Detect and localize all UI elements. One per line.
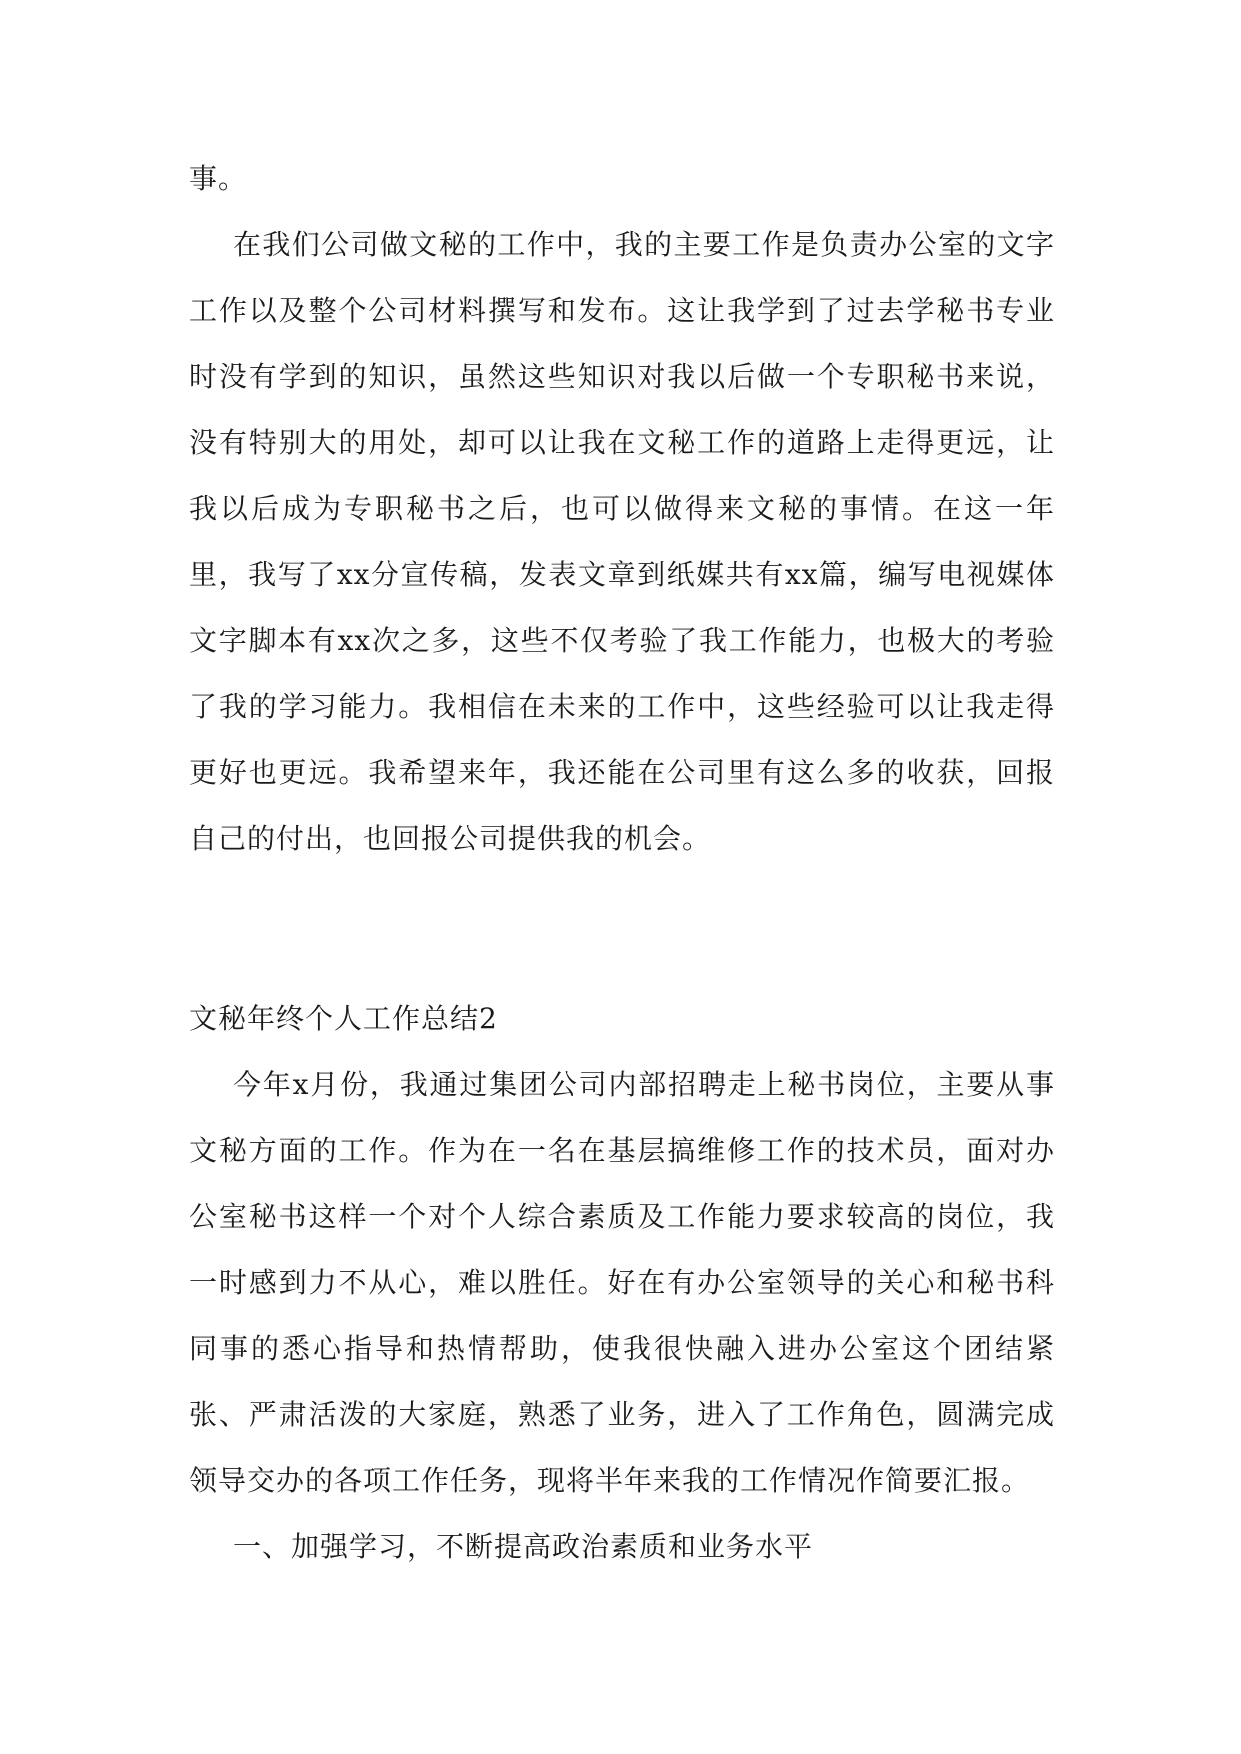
- paragraph-secretary-work: 在我们公司做文秘的工作中，我的主要工作是负责办公室的文字工作以及整个公司材料撰写和发布。这让我学到了过去学秘书专业时没有学到的知识，虽然这些知识对我以后做一个专职秘书来说，没有特别大的用处，却可以让我在文秘工作的道路上走得更远，让我以后成为专职秘书之后，也可以做得来文秘的事情。在这一年里，我写了xx分宣传稿，发表文章到纸媒共有xx篇，编写电视媒体文字脚本有xx次之多，这些不仅考验了我工作能力，也极大的考验了我的学习能力。我相信在未来的工作中，这些经验可以让我走得更好也更远。我希望来年，我还能在公司里有这么多的收获，回报自己的付出，也回报公司提供我的机会。: [189, 228, 1055, 855]
- subheading-study: 一、加强学习，不断提高政治素质和业务水平: [233, 1530, 814, 1563]
- section-two: [189, 986, 1055, 1580]
- paragraph-intro: 今年x月份，我通过集团公司内部招聘走上秘书岗位，主要从事文秘方面的工作。作为在一名在基层搞维修工作的技术员，面对办公室秘书这样一个对个人综合素质及工作能力要求较高的岗位，我一时感到力不从心，难以胜任。好在有办公室领导的关心和秘书科同事的悉心指导和热情帮助，使我很快融入进办公室这个团结紧张、严肃活泼的大家庭，熟悉了业务，进入了工作角色，圆满完成领导交办的各项工作任务，现将半年来我的工作情况作简要汇报。: [189, 1068, 1055, 1497]
- carryover-text: 事。: [189, 162, 248, 195]
- section-title: 文秘年终个人工作总结2: [189, 1002, 498, 1035]
- section-one: [189, 146, 1055, 872]
